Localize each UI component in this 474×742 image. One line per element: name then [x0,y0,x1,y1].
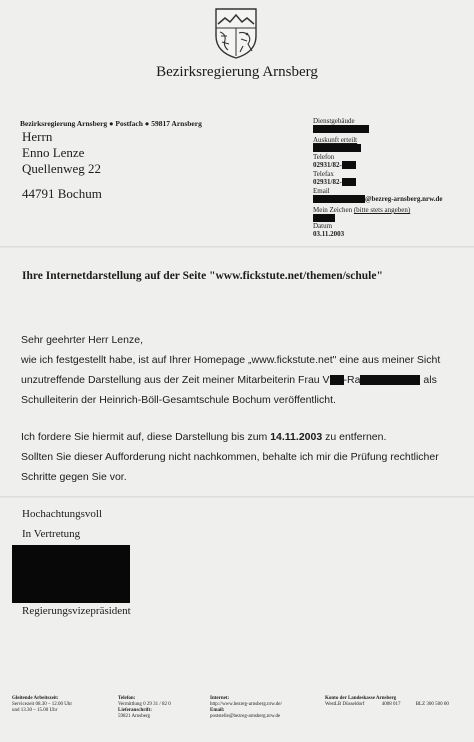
info-label: Dienstgebäude [313,117,355,125]
footer-text: Vermittlung 0 29 31 / 82 0 [118,702,171,707]
body-line: Schritte gegen Sie vor. [21,471,127,483]
footer-heading: Telefon: [118,696,136,701]
footer-phone [118,696,171,720]
body-line: wie ich festgestellt habe, ist auf Ihrer Homepage „www.fickstute.net" eine aus meiner Sicht [21,354,441,366]
body-line: Schulleiterin der Heinrich-Böll-Gesamtschule Bochum veröffentlicht. [21,394,336,406]
telefax-value: 02931/82- [313,178,342,186]
body-line [21,431,386,443]
body-line [21,374,437,386]
redaction-bar [342,178,356,186]
body-text: -Ra [343,374,361,386]
footer-text: http://www.bezreg-arnsberg.nrw.de/ [210,702,282,707]
info-auskunft [313,136,361,152]
info-datum [313,222,344,238]
footer-text: 59821 Arnsberg [118,714,150,719]
sender-return-address: Bezirksregierung Arnsberg ● Postfach ● 59817 Arnsberg [20,119,202,128]
redaction-bar [313,125,369,133]
footer-hours [12,696,72,714]
info-label: Datum [313,222,333,230]
info-zeichen [313,206,410,222]
info-telefon [313,153,356,169]
footer-internet [210,696,282,720]
body-text: Ich fordere Sie hiermit auf, diese Darstellung bis zum [21,431,268,443]
info-label: Email [313,187,330,195]
recipient-street: Quellenweg 22 [22,161,102,176]
recipient-name: Enno Lenze [22,145,85,160]
redacted-signature [12,545,130,603]
footer-text: Servicezeit 08.30 – 12.00 Uhr [12,702,72,707]
date-value: 03.11.2003 [313,230,345,238]
redaction-bar [342,161,356,169]
footer-bank [325,696,449,708]
authority-name: Bezirksregierung Arnsberg [156,64,318,80]
zeichen-hint: (bitte stets angeben) [353,206,411,214]
footer-text: WestLB Düsseldorf [325,702,365,707]
info-label: Telefax [313,170,334,178]
nrw-coat-of-arms-icon [213,6,259,60]
redaction-bar [313,144,361,152]
closing-proxy: In Vertretung [22,528,81,540]
footer-text: und 13.30 – 15.00 Uhr [12,708,58,713]
footer-text: BLZ 300 500 00 [415,702,449,707]
redaction-bar [330,375,344,385]
body-text: als [423,374,437,386]
paper-fold-line [0,246,474,249]
footer-heading: Email: [210,708,225,713]
footer-heading: Gleitende Arbeitszeit: [12,696,59,701]
email-value: @bezreg-arnsberg.nrw.de [365,195,443,203]
body-text: unzutreffende Darstellung aus der Zeit meiner Mitarbeiterin Frau V [21,374,330,386]
footer-text: poststelle@bezreg-arnsberg.nrw.de [210,714,281,719]
footer-heading: Konto der Landeskasse Arnsberg [325,696,397,701]
redaction-bar [313,195,365,203]
body-greeting: Sehr geehrter Herr Lenze, [21,334,143,346]
letter-subject: Ihre Internetdarstellung auf der Seite "www.fickstute.net/themen/schule" [22,270,383,282]
info-label [313,206,410,214]
paper-fold-line [0,496,474,499]
info-telefax [313,170,356,186]
info-dienstgebaeude [313,117,369,133]
info-label: Auskunft erteilt [313,136,358,144]
body-text: zu entfernen. [325,431,387,443]
redaction-bar [360,375,420,385]
zeichen-label: Mein Zeichen [313,206,353,214]
info-label: Telefon [313,153,335,161]
footer-heading: Internet: [210,696,230,701]
deadline-date: 14.11.2003 [270,431,323,443]
signatory-title: Regierungsvizepräsident [22,605,131,617]
closing-regards: Hochachtungsvoll [22,508,103,520]
footer-heading: Lieferanschrift: [118,708,152,713]
telefon-value: 02931/82- [313,161,342,169]
recipient-salutation: Herrn [22,129,53,144]
info-email [313,187,443,203]
recipient-city: 44791 Bochum [22,186,102,201]
footer-text: 4008 017 [381,702,401,707]
body-line: Sollten Sie dieser Aufforderung nicht nachkommen, behalte ich mir die Prüfung rechtlicher [21,451,439,463]
